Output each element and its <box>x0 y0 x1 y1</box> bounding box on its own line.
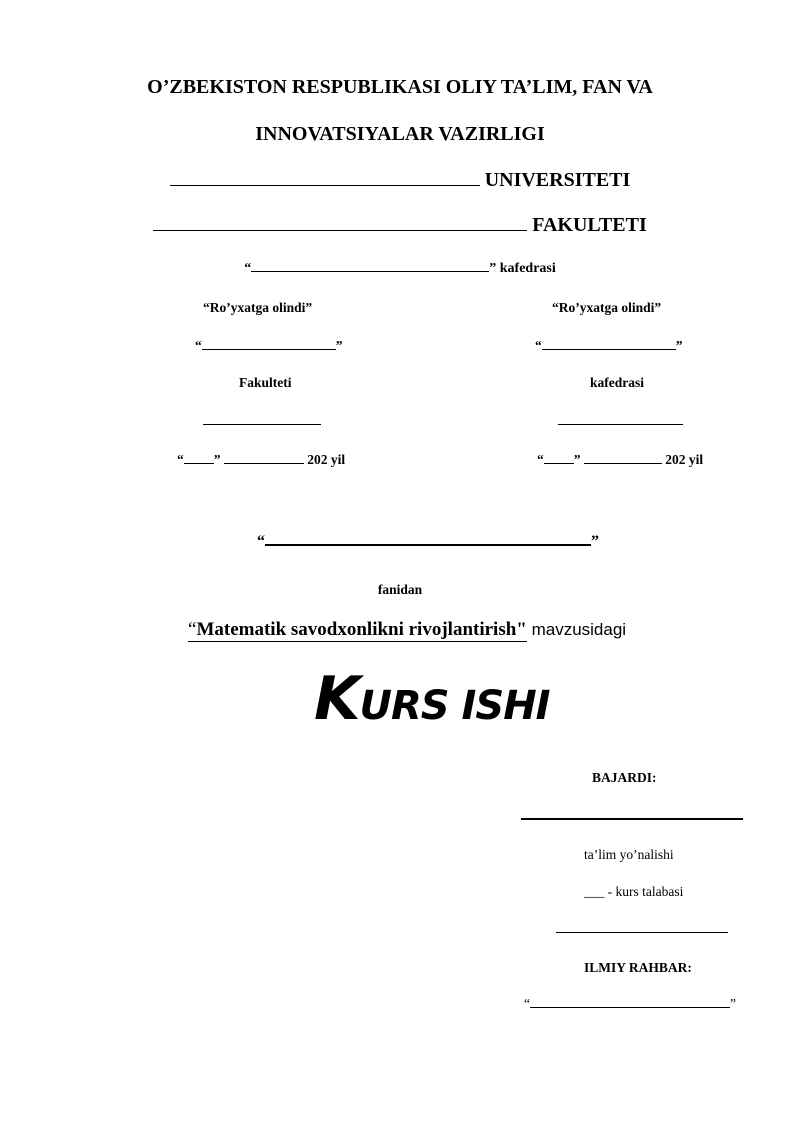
supervisor-blank <box>530 1007 730 1008</box>
right-name-row <box>535 338 683 354</box>
performer-label: BAJARDI: <box>592 770 657 785</box>
left-open-quote: “ <box>195 338 202 353</box>
work-type-first-letter: K <box>314 664 360 734</box>
left-month-blank <box>224 463 304 464</box>
right-close-quote: ” <box>675 338 683 353</box>
left-date-row <box>177 452 345 468</box>
subject-row <box>257 533 599 551</box>
left-name-row <box>195 338 343 354</box>
right-year: 202 yil <box>665 452 704 467</box>
faculty-blank <box>153 230 527 231</box>
performer-direction: ta’lim yo’nalishi <box>584 847 674 862</box>
topic-title: Matematik savodxonlikni rivojlantirish <box>196 619 517 640</box>
right-open-quote: “ <box>535 338 542 353</box>
right-unit: kafedrasi <box>590 375 644 390</box>
subject-blank <box>265 544 591 546</box>
supervisor-name-row <box>524 996 736 1012</box>
right-date-mid: ” <box>573 452 581 467</box>
course-label: - kurs talabasi <box>604 884 684 899</box>
right-month-blank <box>584 463 662 464</box>
supervisor-close-quote: ” <box>730 996 736 1011</box>
subject-open-quote: “ <box>257 533 265 550</box>
left-date-mid: ” <box>213 452 221 467</box>
department-label: ” kafedrasi <box>489 261 556 276</box>
topic-row <box>188 619 626 641</box>
left-date-open: “ <box>177 452 184 467</box>
university-blank <box>170 185 480 186</box>
right-date-row <box>537 452 703 468</box>
left-year: 202 yil <box>307 452 346 467</box>
left-registered: “Ro’yxatga olindi” <box>203 300 313 315</box>
right-name-blank <box>542 349 676 350</box>
left-signature-line <box>203 412 321 430</box>
left-name-blank <box>202 349 336 350</box>
right-date-open: “ <box>537 452 544 467</box>
left-close-quote: ” <box>335 338 343 353</box>
right-day-blank <box>544 463 574 464</box>
university-label: UNIVERSITETI <box>484 169 631 191</box>
ministry-line-1: O’ZBEKISTON RESPUBLIKASI OLIY TA’LIM, FAN VA <box>147 76 653 98</box>
topic-suffix: mavzusidagi <box>526 620 627 639</box>
department-blank <box>251 271 489 272</box>
performer-course-row <box>584 884 683 900</box>
course-blank: ___ <box>584 884 605 899</box>
performer-group-line <box>556 920 728 938</box>
right-registered: “Ro’yxatga olindi” <box>552 300 662 315</box>
topic-underlined <box>188 619 527 642</box>
subject-close-quote: ” <box>591 533 599 550</box>
work-type-rest: URS ISHI <box>359 683 550 729</box>
topic-open-quote: “ <box>188 619 197 640</box>
supervisor-label: ILMIY RAHBAR: <box>584 960 692 975</box>
faculty-row <box>0 214 800 237</box>
left-day-blank <box>184 463 214 464</box>
right-signature-line <box>558 412 683 430</box>
topic-close-quote: " <box>516 619 527 640</box>
performer-name-line <box>521 807 743 825</box>
left-unit: Fakulteti <box>239 375 292 390</box>
subject-suffix: fanidan <box>377 582 423 597</box>
ministry-line-2: INNOVATSIYALAR VAZIRLIGI <box>255 123 545 145</box>
work-type-title <box>314 664 550 734</box>
department-row <box>0 261 800 277</box>
university-row <box>0 169 800 192</box>
supervisor-open-quote: “ <box>524 996 530 1011</box>
department-open-quote: “ <box>244 261 252 276</box>
faculty-label: FAKULTETI <box>532 214 647 236</box>
